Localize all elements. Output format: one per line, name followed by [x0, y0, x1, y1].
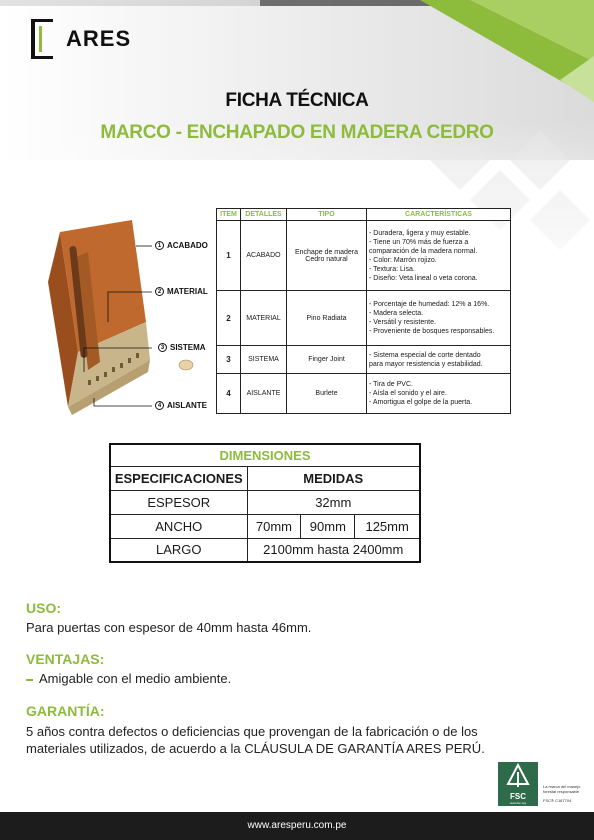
table-row — [110, 538, 420, 562]
row-tipo: Burlete — [287, 374, 367, 414]
row-features — [367, 346, 511, 374]
feature-line: para mayor resistencia y estabilidad. — [369, 360, 483, 368]
fsc-text-line: forestal responsable — [543, 789, 580, 794]
table-row — [110, 490, 420, 514]
feature-line: - Tira de PVC. — [369, 381, 413, 388]
espesor-value: 32mm — [247, 490, 420, 514]
fsc-site: www.fsc.org — [509, 801, 527, 805]
ancho-value: 70mm — [247, 514, 301, 538]
feature-line: - Versátil y resistente. — [369, 319, 436, 326]
garantia-line: 5 años contra defectos o deficiencias que provengan de la fabricación o de los — [26, 724, 478, 739]
col-header-item: ITEM — [217, 209, 241, 221]
table-row — [217, 221, 511, 291]
row-features — [367, 221, 511, 291]
callout-number: 1 — [155, 241, 164, 250]
table-row — [217, 374, 511, 414]
footer — [0, 812, 594, 840]
ventajas-heading: VENTAJAS: — [26, 651, 105, 667]
fsc-logo — [498, 762, 538, 806]
page-subtitle: MARCO - ENCHAPADO EN MADERA CEDRO — [100, 122, 494, 143]
feature-line: - Madera selecta. — [369, 310, 424, 317]
fsc-text-line: La marca del manejo — [543, 784, 581, 789]
col-header-detalles: DETALLES — [241, 209, 287, 221]
callout-number: 2 — [155, 287, 164, 296]
largo-label: LARGO — [110, 538, 247, 562]
callout-label: MATERIAL — [167, 287, 208, 296]
callout-sistema — [158, 343, 206, 352]
col-header-tipo: TIPO — [287, 209, 367, 221]
fsc-label: FSC — [510, 792, 526, 801]
garantia-line: materiales utilizados, de acuerdo a la CLÁUSULA DE GARANTÍA ARES PERÚ. — [26, 741, 485, 756]
page-title: FICHA TÉCNICA — [225, 90, 369, 111]
feature-line: - Sistema especial de corte dentado — [369, 351, 481, 359]
feature-line: - Diseño: Veta lineal o veta corona. — [369, 274, 478, 282]
table-row — [110, 514, 420, 538]
largo-value: 2100mm hasta 2400mm — [247, 538, 420, 562]
row-detalle: SISTEMA — [241, 346, 287, 374]
callout-acabado — [155, 241, 208, 250]
feature-line: - Color: Marrón rojizo. — [369, 256, 437, 264]
row-item: 4 — [217, 374, 241, 414]
table-row — [217, 346, 511, 374]
fsc-code: FSC® C187704 — [543, 798, 572, 803]
espesor-label: ESPESOR — [110, 490, 247, 514]
callout-number: 4 — [155, 401, 164, 410]
callout-aislante — [155, 401, 207, 410]
spec-table — [216, 208, 511, 414]
row-item: 2 — [217, 291, 241, 346]
brand-name: ARES — [66, 26, 132, 51]
feature-line: - Textura: Lisa. — [369, 265, 415, 273]
row-item: 1 — [217, 221, 241, 291]
row-tipo: Finger Joint — [287, 346, 367, 374]
ancho-label: ANCHO — [110, 514, 247, 538]
uso-heading: USO: — [26, 600, 61, 616]
dimensions-title: DIMENSIONES — [110, 444, 420, 466]
feature-line: - Proveniente de bosques responsables. — [369, 328, 495, 335]
row-detalle: AISLANTE — [241, 374, 287, 414]
callout-label: ACABADO — [167, 241, 208, 250]
feature-line: - Porcentaje de humedad: 12% a 16%. — [369, 301, 490, 308]
ancho-value: 90mm — [301, 514, 355, 538]
footer-url[interactable]: www.aresperu.com.pe — [247, 820, 347, 831]
row-features — [367, 374, 511, 414]
brand-logo — [30, 18, 131, 60]
fsc-tree-icon — [498, 762, 538, 790]
ancho-value: 125mm — [355, 514, 420, 538]
callout-label: AISLANTE — [167, 401, 207, 410]
row-tipo: Pino Radiata — [287, 291, 367, 346]
callout-number: 3 — [158, 343, 167, 352]
spec-table-header — [217, 209, 511, 221]
fsc-description — [543, 784, 593, 803]
ventajas-text: Amigable con el medio ambiente. — [39, 671, 232, 686]
dimensions-col-specs: ESPECIFICACIONES — [110, 466, 247, 490]
feature-line: - Aísla el sonido y el aire. — [369, 390, 447, 397]
dimensions-table — [109, 443, 421, 563]
row-detalle: ACABADO — [241, 221, 287, 291]
feature-line: comparación de la madera normal. — [369, 247, 478, 255]
uso-text: Para puertas con espesor de 40mm hasta 46mm. — [26, 620, 312, 635]
feature-line: - Tiene un 70% más de fuerza a — [369, 238, 469, 246]
garantia-heading: GARANTÍA: — [26, 703, 105, 719]
callout-material — [155, 287, 208, 296]
row-detalle: MATERIAL — [241, 291, 287, 346]
callout-label: SISTEMA — [170, 343, 206, 352]
feature-line: - Duradera, ligera y muy estable. — [369, 229, 471, 237]
table-row — [217, 291, 511, 346]
garantia-text — [26, 723, 485, 757]
dash-icon — [26, 679, 33, 681]
feature-line: - Amortigua el golpe de la puerta. — [369, 399, 473, 406]
dimensions-col-measures: MEDIDAS — [247, 466, 420, 490]
row-item: 3 — [217, 346, 241, 374]
logo-icon — [30, 18, 56, 60]
row-features — [367, 291, 511, 346]
row-tipo: Enchape de madera Cedro natural — [287, 221, 367, 291]
col-header-caracteristicas: CARACTERÍSTICAS — [367, 209, 511, 221]
ventajas-item — [26, 670, 231, 687]
